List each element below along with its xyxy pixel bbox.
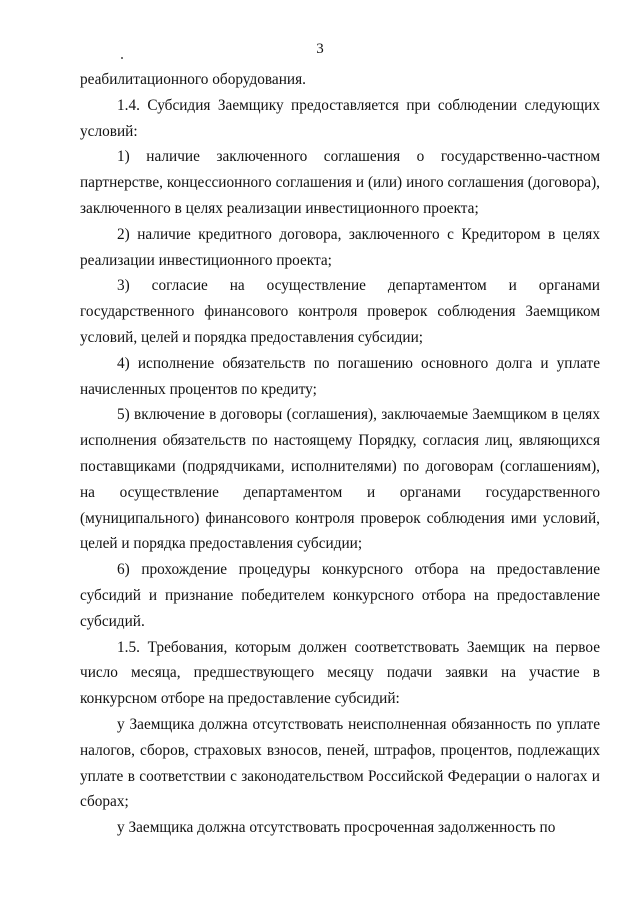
paragraph-requirement-taxes: у Заемщика должна отсутствовать неисполненная обязанность по уплате налогов, сборов, страховых взносов, пеней, штрафов, процентов, подлежащих уплате в соответствии с законодательством Российской Федерации о налогах и сборах; xyxy=(80,715,600,811)
paragraph-condition-3: 3) согласие на осуществление департаментом и органами государственного финансового контроля проверок соблюдения Заемщиком условий, целей и порядка предоставления субсидии; xyxy=(80,277,600,346)
paragraph-condition-1: 1) наличие заключенного соглашения о государственно-частном партнерстве, концессионного соглашения и (или) иного соглашения (договора), заключенного в целях реализации инвестиционного проекта; xyxy=(80,148,600,217)
document-body xyxy=(80,67,600,841)
paragraph-condition-5: 5) включение в договоры (соглашения), заключаемые Заемщиком в целях исполнения обязательств по настоящему Порядку, согласия лиц, являющихся поставщиками (подрядчиками, исполнителями) по договорам (соглашениям), на осуществление департаментом и органами государственного (муниципального) финансового контроля проверок соблюдения ими условий, целей и порядка предоставления субсидии; xyxy=(80,406,600,553)
paragraph-condition-2: 2) наличие кредитного договора, заключенного с Кредитором в целях реализации инвестиционного проекта; xyxy=(80,225,600,269)
paragraph-requirement-debt: у Заемщика должна отсутствовать просроченная задолженность по xyxy=(117,819,556,837)
scan-speck xyxy=(121,57,123,59)
paragraph-clause-1-5: 1.5. Требования, которым должен соответствовать Заемщик на первое число месяца, предшествующего месяцу подачи заявки на участие в конкурсном отборе на предоставление субсидий: xyxy=(80,638,600,708)
paragraph-clause-1-4: 1.4. Субсидия Заемщику предоставляется при соблюдении следующих условий: xyxy=(80,96,600,140)
paragraph-condition-6: 6) прохождение процедуры конкурсного отбора на предоставление субсидий и признание победителем конкурсного отбора на предоставление субсидий. xyxy=(80,561,600,630)
page-number: 3 xyxy=(316,41,324,57)
paragraph-continuation: реабилитационного оборудования. xyxy=(80,71,306,88)
paragraph-condition-4: 4) исполнение обязательств по погашению основного долга и уплате начисленных процентов по кредиту; xyxy=(80,354,600,398)
